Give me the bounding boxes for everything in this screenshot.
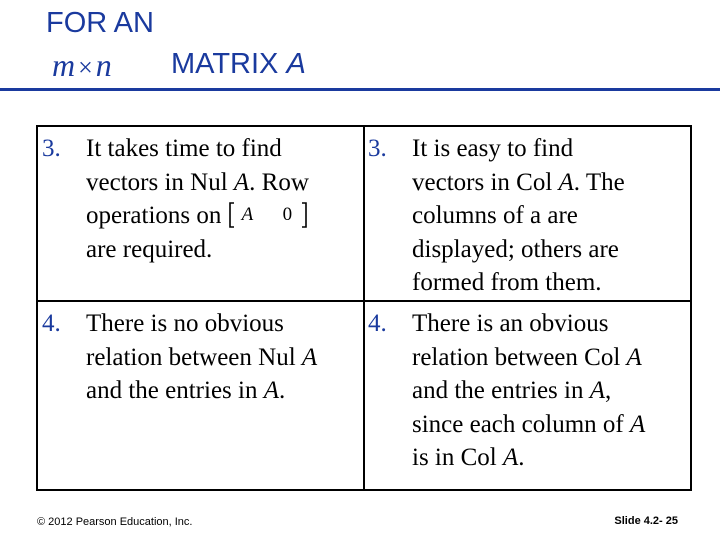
times-symbol: × — [78, 53, 94, 82]
right-item-4-line3: and the entries in A, — [412, 377, 612, 404]
left-item-3-line4: are required. — [86, 235, 213, 263]
slide-title-line2 — [171, 50, 306, 79]
left-item-4-line3: and the entries in A. — [86, 377, 286, 404]
comparison-table — [36, 125, 692, 491]
right-item-3-line3: columns of a are — [412, 202, 578, 229]
column-divider — [363, 127, 365, 489]
left-item-3-line1: It takes time to find — [86, 135, 282, 162]
title-divider — [0, 88, 720, 91]
right-item-4-number: 4. — [368, 310, 387, 337]
m-by-n-expression — [52, 47, 113, 84]
right-item-4-line1: There is an obvious — [412, 310, 609, 337]
matrix-entry-zero: 0 — [282, 204, 293, 225]
copyright-notice: © 2012 Pearson Education, Inc. — [37, 516, 193, 528]
slide-number: Slide 4.2- 25 — [614, 515, 678, 527]
right-item-3-line5: formed from them. — [412, 269, 602, 296]
title-matrix-word: MATRIX — [171, 48, 279, 80]
n-variable: n — [95, 47, 113, 83]
slide-title-line1: FOR AN — [46, 7, 154, 39]
left-item-3-line3: operations on A 0 — [86, 199, 308, 233]
m-variable: m — [52, 47, 77, 83]
right-item-4-line4: since each column of A — [412, 410, 646, 438]
right-item-3-line2: vectors in Col A. The — [412, 168, 625, 196]
augmented-matrix — [228, 201, 308, 229]
left-item-3-number: 3. — [42, 135, 61, 162]
left-item-3-line2: vectors in Nul A. Row — [86, 168, 309, 196]
right-item-3-number: 3. — [368, 135, 387, 162]
left-item-4-line1: There is no obvious — [86, 310, 284, 337]
left-item-4-number: 4. — [42, 310, 61, 337]
title-matrix-var: A — [286, 48, 306, 80]
matrix-entry-a: A — [241, 204, 254, 225]
right-item-4-line2: relation between Col A — [412, 343, 642, 371]
right-item-3-line1: It is easy to find — [412, 135, 574, 162]
row-divider — [38, 300, 690, 302]
right-item-4-line5: is in Col A. — [412, 444, 525, 471]
left-item-4-line2: relation between Nul A — [86, 343, 318, 371]
right-item-3-line4: displayed; others are — [412, 235, 619, 263]
